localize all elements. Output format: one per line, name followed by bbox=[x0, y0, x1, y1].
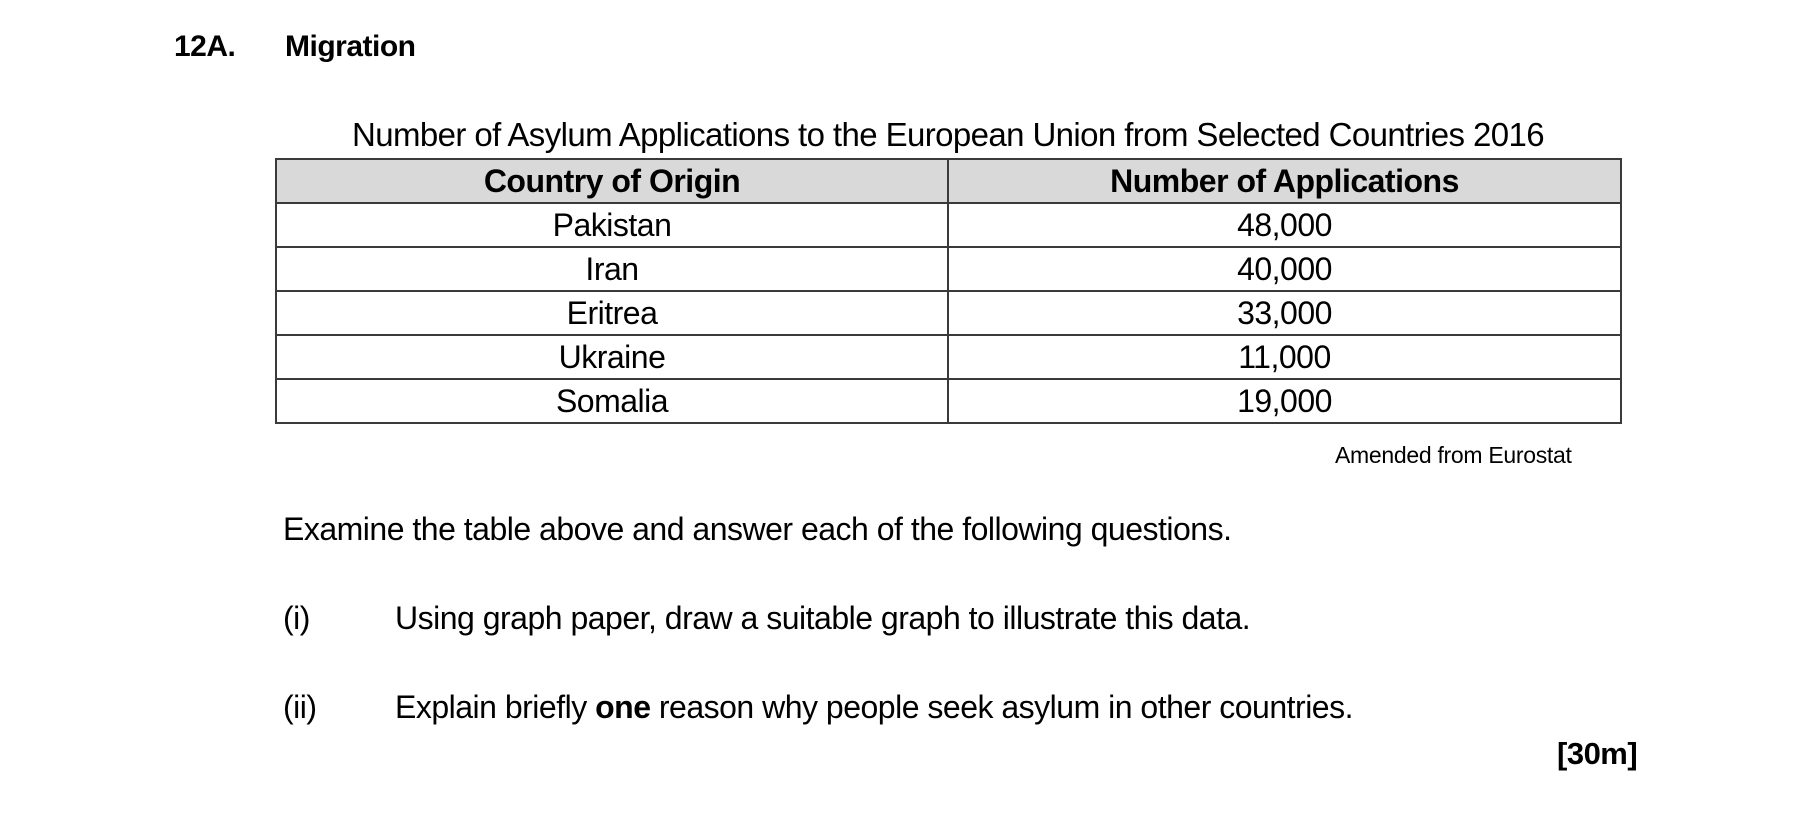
country-cell: Iran bbox=[276, 247, 948, 291]
country-cell: Eritrea bbox=[276, 291, 948, 335]
question-number: 12A. bbox=[174, 30, 236, 63]
table-row bbox=[276, 203, 1621, 247]
part-text-ii bbox=[395, 689, 1353, 726]
question-title: Migration bbox=[285, 30, 416, 63]
applications-cell: 48,000 bbox=[948, 203, 1621, 247]
part-label-i: (i) bbox=[283, 600, 310, 636]
column-header-country: Country of Origin bbox=[276, 159, 948, 203]
table-row bbox=[276, 291, 1621, 335]
asylum-applications-table bbox=[275, 158, 1622, 424]
applications-cell: 11,000 bbox=[948, 335, 1621, 379]
table-row bbox=[276, 335, 1621, 379]
table-title: Number of Asylum Applications to the European Union from Selected Countries 2016 bbox=[351, 116, 1545, 153]
part-label-ii: (ii) bbox=[283, 689, 317, 725]
part-text-i: Using graph paper, draw a suitable graph to illustrate this data. bbox=[395, 600, 1251, 636]
country-cell: Somalia bbox=[276, 379, 948, 423]
column-header-applications: Number of Applications bbox=[948, 159, 1621, 203]
applications-cell: 40,000 bbox=[948, 247, 1621, 291]
table-row bbox=[276, 247, 1621, 291]
country-cell: Ukraine bbox=[276, 335, 948, 379]
applications-cell: 19,000 bbox=[948, 379, 1621, 423]
table-header-row bbox=[276, 159, 1621, 203]
table-row bbox=[276, 379, 1621, 423]
marks-label: [30m] bbox=[1557, 736, 1638, 771]
source-note: Amended from Eurostat bbox=[1335, 442, 1572, 468]
applications-cell: 33,000 bbox=[948, 291, 1621, 335]
part-text-ii-after: reason why people seek asylum in other countries. bbox=[650, 689, 1353, 725]
country-cell: Pakistan bbox=[276, 203, 948, 247]
instructions: Examine the table above and answer each of the following questions. bbox=[283, 511, 1232, 547]
part-text-ii-emphasis: one bbox=[595, 689, 651, 725]
part-text-ii-before: Explain briefly bbox=[395, 689, 596, 725]
